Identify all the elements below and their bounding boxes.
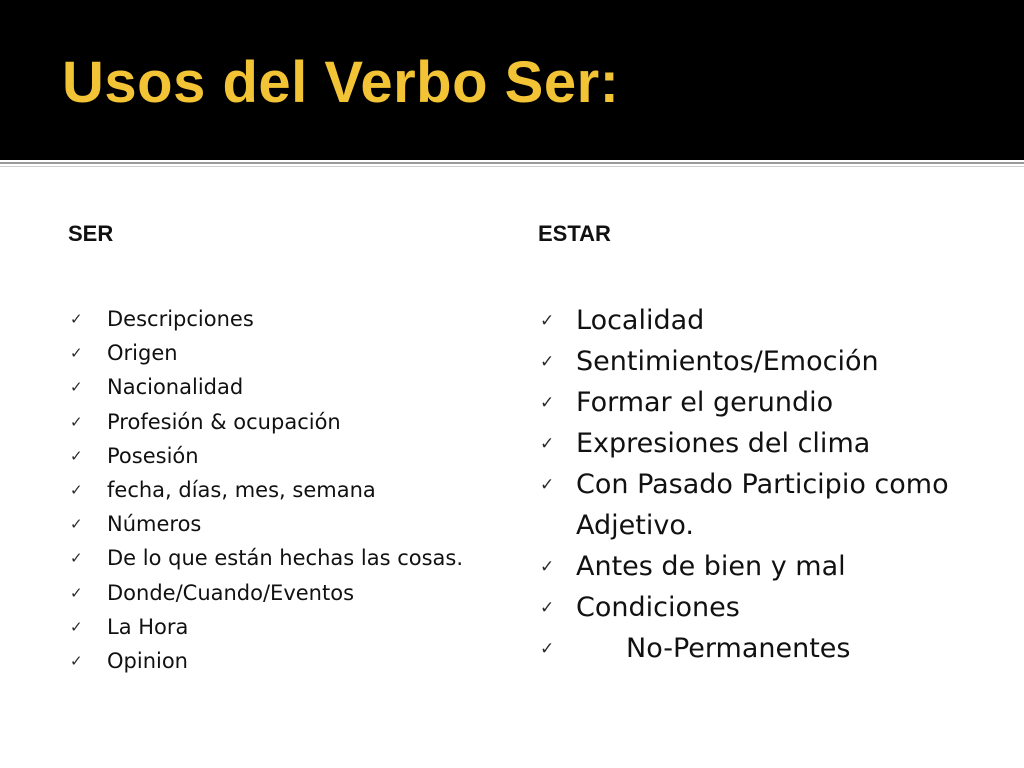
title-divider bbox=[0, 162, 1024, 164]
checkmark-icon: ✓ bbox=[70, 412, 83, 431]
checkmark-icon: ✓ bbox=[540, 639, 555, 659]
checkmark-icon: ✓ bbox=[540, 311, 555, 331]
list-item bbox=[68, 644, 488, 678]
list-item-text: Nacionalidad bbox=[107, 375, 244, 400]
list-item bbox=[68, 336, 488, 370]
list-item bbox=[68, 370, 488, 404]
list-item bbox=[538, 382, 978, 423]
checkmark-icon: ✓ bbox=[70, 446, 83, 465]
list-item bbox=[68, 405, 488, 439]
list-item-text: Condiciones bbox=[576, 592, 740, 623]
list-item bbox=[68, 576, 488, 610]
checkmark-icon: ✓ bbox=[70, 583, 83, 602]
list-item-text: Localidad bbox=[576, 305, 705, 336]
checkmark-icon: ✓ bbox=[70, 652, 83, 671]
list-item bbox=[538, 628, 978, 669]
list-item bbox=[538, 423, 978, 464]
title-divider-thin bbox=[0, 166, 1024, 167]
list-item-text: De lo que están hechas las cosas. bbox=[107, 546, 464, 571]
estar-heading: ESTAR bbox=[538, 221, 611, 246]
checkmark-icon: ✓ bbox=[540, 598, 555, 618]
list-item-text: Sentimientos/Emoción bbox=[576, 346, 879, 377]
list-item-text: Donde/Cuando/Eventos bbox=[107, 580, 355, 605]
list-item-text: Antes de bien y mal bbox=[576, 551, 846, 582]
estar-list bbox=[538, 300, 978, 669]
checkmark-icon: ✓ bbox=[540, 393, 555, 413]
list-item bbox=[68, 302, 488, 336]
list-item bbox=[68, 473, 488, 507]
checkmark-icon: ✓ bbox=[70, 310, 83, 328]
list-item-text: Números bbox=[107, 512, 202, 537]
checkmark-icon: ✓ bbox=[70, 481, 83, 500]
list-item bbox=[68, 439, 488, 473]
list-item-text: Opinion bbox=[107, 649, 188, 674]
list-item bbox=[538, 464, 978, 546]
list-item-text: Formar el gerundio bbox=[576, 387, 834, 418]
estar-column bbox=[538, 218, 978, 669]
list-item bbox=[68, 610, 488, 644]
list-item bbox=[538, 587, 978, 628]
checkmark-icon: ✓ bbox=[540, 475, 555, 495]
list-item bbox=[68, 541, 488, 575]
checkmark-icon: ✓ bbox=[540, 434, 555, 454]
list-item-text: La Hora bbox=[107, 614, 189, 639]
list-item bbox=[68, 507, 488, 541]
list-item bbox=[538, 341, 978, 382]
ser-column bbox=[68, 218, 488, 678]
checkmark-icon: ✓ bbox=[70, 515, 83, 534]
list-item-text: Con Pasado Participio como Adjetivo. bbox=[576, 469, 949, 541]
list-item-text: Origen bbox=[107, 341, 178, 366]
list-item-text: No-Permanentes bbox=[626, 633, 851, 664]
checkmark-icon: ✓ bbox=[70, 378, 83, 397]
list-item bbox=[538, 546, 978, 587]
checkmark-icon: ✓ bbox=[540, 352, 555, 372]
slide-title: Usos del Verbo Ser: bbox=[62, 50, 620, 115]
list-item-text: Descripciones bbox=[107, 307, 254, 331]
checkmark-icon: ✓ bbox=[540, 557, 555, 577]
list-item-text: Posesión bbox=[107, 443, 199, 468]
ser-list bbox=[68, 302, 488, 678]
list-item bbox=[538, 300, 978, 341]
checkmark-icon: ✓ bbox=[70, 549, 83, 568]
title-bar bbox=[0, 0, 1024, 160]
list-item-text: Profesión & ocupación bbox=[107, 409, 341, 434]
checkmark-icon: ✓ bbox=[70, 344, 83, 363]
checkmark-icon: ✓ bbox=[70, 617, 83, 636]
list-item-text: Expresiones del clima bbox=[576, 428, 871, 459]
list-item-text: fecha, días, mes, semana bbox=[107, 478, 376, 503]
ser-heading: SER bbox=[68, 221, 114, 246]
